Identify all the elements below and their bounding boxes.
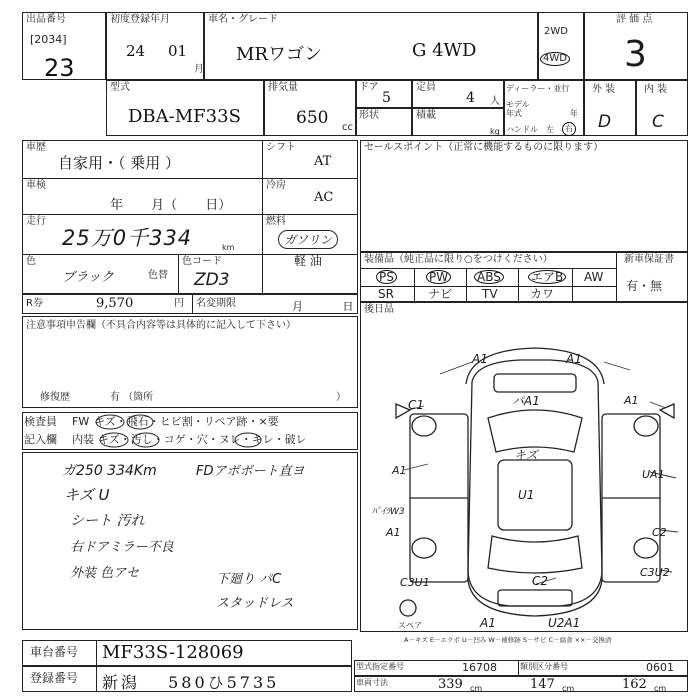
dealer-label: ディーラー・並行: [506, 84, 570, 93]
fuel-label: 燃料: [266, 216, 286, 227]
sales-label: セールスポイント（正常に機能するものに限ります）: [364, 142, 604, 153]
interior-grade: C: [652, 112, 664, 132]
length-label: 車両寸法: [356, 678, 388, 687]
interior-items: キズ・汚し・コゲ・穴・ヌレ・キレ・破レ: [98, 433, 307, 446]
spec-code-value: 16708: [462, 661, 497, 674]
equip-label: 装備品（純正品に限り○をつけください）: [364, 254, 553, 265]
remark-line-5: 外装 色アセ: [70, 566, 140, 581]
load-label: 積載: [416, 110, 436, 121]
mark-pillar: ﾊﾟｲﾗW3: [372, 507, 405, 517]
score-label: 評 価 点: [616, 14, 653, 25]
score-value: 3: [624, 34, 647, 75]
class-code-label: 類別区分番号: [520, 662, 568, 671]
notes-title: 注意事項申告欄（不具合内容等は具体的に記入して下さい）: [26, 320, 296, 331]
length-unit: cm: [470, 684, 483, 693]
warranty-label: 新車保証書: [624, 254, 674, 265]
recycle-label: R券: [26, 298, 43, 309]
equip-tv: TV: [482, 287, 498, 301]
repair-close: ）: [336, 392, 346, 403]
mark-a1-top-right: A1: [566, 352, 582, 366]
ac-label: 冷房: [266, 180, 286, 191]
color-label: 色: [26, 256, 36, 267]
repair-label: 修復歴: [40, 392, 70, 403]
reg-month: 01: [168, 42, 188, 60]
fuel-light-oil: 軽 油: [294, 254, 322, 268]
remark-line-6: 下廻り パC: [216, 572, 282, 587]
history-divider: [262, 140, 263, 294]
yen-unit: 円: [174, 298, 184, 309]
first-reg-label: 初度登録年月: [110, 14, 170, 25]
name-label: 車名・グレード: [208, 14, 278, 25]
width-unit: cm: [562, 684, 575, 693]
mark-a1-bottom: A1: [480, 616, 496, 630]
displacement-label: 排気量: [268, 82, 298, 93]
fuel-gasoline: ガソリン: [278, 230, 338, 249]
plate-label: 登録番号: [30, 671, 79, 685]
plate-value: 新潟 580ひ5735: [102, 673, 280, 692]
sales-box: [360, 140, 688, 252]
reg-year: 24: [126, 42, 146, 60]
capacity-value: 4: [466, 90, 475, 106]
remark-line-1b: FDアボボート直ヨ: [196, 464, 305, 479]
drive-box: [538, 12, 584, 80]
handle-right: 右: [562, 122, 576, 136]
width-value: 147: [530, 677, 555, 692]
kg-unit: kg: [490, 127, 500, 136]
mark-kizu: キズ: [514, 448, 538, 462]
mark-ua1: UA1: [642, 468, 665, 481]
lot-label: 出品番号: [26, 14, 66, 25]
grade: G 4WD: [412, 40, 477, 61]
height-unit: cm: [654, 684, 667, 693]
mileage-value: 25万0千334: [62, 226, 193, 250]
rear-seat-label: 後日品: [364, 304, 394, 315]
equip-sr: SR: [378, 287, 394, 301]
model-code: DBA-MF33S: [128, 106, 241, 127]
model-label: 型式: [110, 82, 130, 93]
mark-u2a1: U2A1: [548, 616, 581, 630]
equip-navi: ナビ: [428, 287, 453, 301]
usage-value: 自家用・（ 乗用 ）: [58, 154, 181, 172]
year-unit: 年: [570, 109, 578, 118]
mark-c2-center: C2: [532, 574, 549, 588]
mark-a1-top-left: A1: [472, 352, 488, 366]
chassis-value: MF33S-128069: [102, 642, 244, 663]
equip-pw: PW: [426, 270, 451, 284]
warranty-value: 有・無: [626, 279, 663, 293]
ac-value: AC: [314, 190, 334, 205]
shape-label: 形状: [359, 110, 379, 121]
remark-line-3: シート 汚れ: [70, 513, 145, 529]
equip-abs: ABS: [474, 270, 504, 284]
doors-label: ドア: [359, 82, 379, 93]
displacement-value: 650: [296, 108, 329, 128]
exterior-grade: D: [598, 112, 612, 132]
inspection-label: 車検: [26, 180, 46, 191]
remark-line-1: ガ250 334Km: [62, 463, 157, 479]
handle-label: ハンドル: [506, 125, 538, 134]
equip-aw: AW: [584, 270, 604, 284]
class-code-value: 0601: [646, 661, 674, 674]
remark-line-7: スタッドレス: [216, 596, 294, 611]
color-code-value: ZD3: [194, 270, 230, 290]
color-value: ブラック: [62, 270, 114, 285]
drive-4wd: 4WD: [540, 52, 570, 66]
recorder-label: 記入欄: [24, 433, 57, 446]
lot-number: 23: [44, 54, 75, 82]
name-limit-value: 月 日: [292, 300, 354, 313]
car-name: MRワゴン: [236, 44, 322, 65]
mark-c3u1: C3U1: [400, 576, 430, 589]
interior-grade-label: 内 装: [644, 84, 668, 95]
inspection-value: 年 月（ 日）: [110, 198, 232, 213]
mark-a1-right: A1: [624, 394, 639, 407]
cc-unit: cc: [342, 122, 353, 133]
doors-value: 5: [382, 90, 391, 106]
fw-items: キズ・飛石・ヒビ割・リペア跡・×要: [94, 415, 279, 428]
recycle-value: 9,570: [96, 296, 134, 311]
mark-a1-mid-left: A1: [386, 526, 401, 539]
name-limit-label: 名変期限: [196, 298, 236, 309]
mark-c1: C1: [408, 398, 425, 412]
mark-a1-left: A1: [392, 464, 407, 477]
color-code-label: 色コード: [182, 256, 222, 267]
drive-2wd: 2WD: [544, 26, 568, 37]
inspector-circles: [22, 412, 358, 450]
mark-u1: U1: [518, 488, 535, 502]
km-unit: km: [222, 243, 235, 252]
person-unit: 人: [490, 96, 500, 107]
model-year-label: モデル年式: [506, 100, 530, 118]
exterior-label: 外 装: [592, 84, 616, 95]
inspector-label: 検査員: [24, 415, 57, 428]
interior-label: 内装: [72, 433, 94, 446]
chassis-label: 車台番号: [30, 645, 79, 659]
mark-pa1: パA1: [512, 394, 540, 408]
equip-ac: エアB: [528, 270, 566, 284]
month-unit: 月: [194, 64, 204, 75]
usage-label: 車歴: [26, 142, 46, 153]
shift-value: AT: [314, 154, 332, 169]
handle-left: 左: [546, 125, 554, 134]
equip-ps: PS: [376, 270, 397, 284]
height-value: 162: [622, 677, 647, 692]
remark-line-4: 右ドアミラー不良: [70, 540, 174, 555]
shift-label: シフト: [266, 142, 296, 153]
mark-c2-right: C2: [652, 526, 667, 539]
spare-label: スペア: [398, 621, 422, 630]
mark-c3u2: C3U2: [640, 566, 670, 579]
lot-code: [2034]: [30, 33, 67, 46]
damage-legend: A－キズ E－エクボ U－凹み W－補修跡 S－サビ C－腐食 ××－交換済: [404, 636, 612, 644]
color-no-label: 色替: [148, 270, 168, 281]
mileage-label: 走行: [26, 216, 46, 227]
equip-kawa: カワ: [530, 287, 555, 301]
remark-line-2: キズ U: [64, 486, 110, 504]
repair-value: 有 （箇所: [110, 392, 154, 403]
length-value: 339: [438, 677, 463, 692]
fw-label: FW: [72, 415, 90, 428]
spec-code-label: 型式指定番号: [356, 662, 404, 671]
capacity-label: 定員: [416, 82, 436, 93]
